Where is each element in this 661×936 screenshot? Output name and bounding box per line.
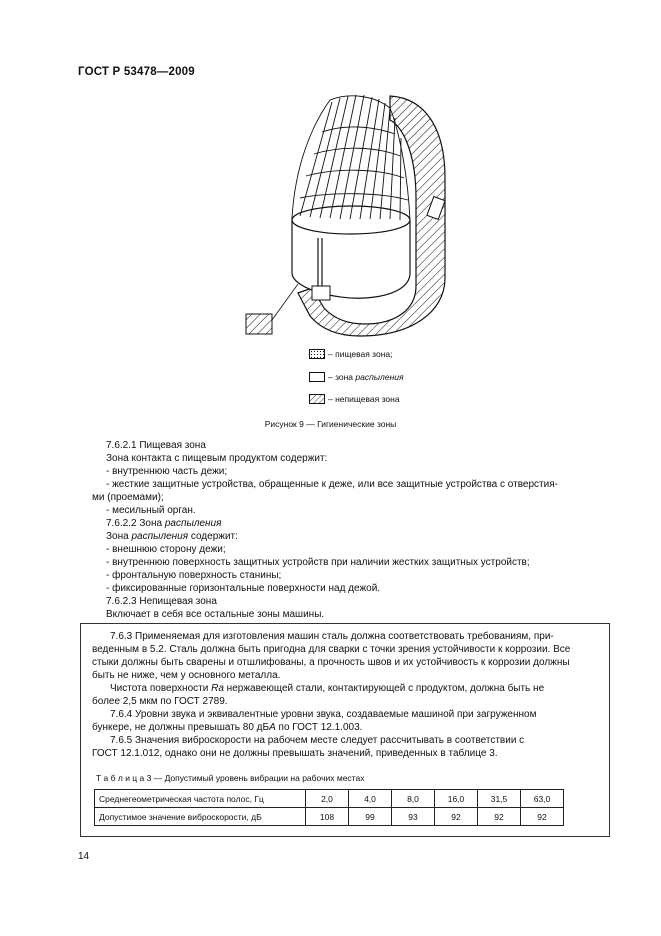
hatched-swatch-icon — [309, 394, 325, 404]
body-line: более 2,5 мкм по ГОСТ 2789. — [92, 696, 228, 707]
table-cell: 63,0 — [521, 790, 564, 808]
legend-spray-prefix: – зона — [328, 372, 356, 382]
table-cell: 31,5 — [478, 790, 521, 808]
legend-spray-zone — [309, 370, 404, 384]
list-item: - жесткие защитные устройства, обращенные к деже, или все защитные устройства с отверстия- — [106, 479, 558, 490]
page-number: 14 — [78, 851, 90, 862]
body-line: Включает в себя все остальные зоны машины. — [106, 609, 325, 620]
legend-spray-italic: распыления — [355, 372, 404, 382]
empty-swatch-icon — [309, 372, 325, 382]
section-7-6-2-2: 7.6.2.2 Зона распыления — [106, 518, 222, 529]
document-header: ГОСТ Р 53478—2009 — [78, 66, 195, 78]
section-7-6-5: 7.6.5 Значения виброскорости на рабочем месте следует рассчитывать в соответствии с — [110, 735, 525, 746]
table-cell: 4,0 — [349, 790, 392, 808]
table-cell: 16,0 — [435, 790, 478, 808]
table-cell: 92 — [435, 808, 478, 826]
table-cell: 8,0 — [392, 790, 435, 808]
body-line: Зона распыления содержит: — [106, 531, 238, 542]
table-cell: 93 — [392, 808, 435, 826]
table-cell: Среднегеометрическая частота полос, Гц — [95, 790, 306, 808]
list-item: - внутреннюю поверхность защитных устройств при наличии жестких защитных устройств; — [106, 557, 530, 568]
body-line: веденным в 5.2. Сталь должна быть пригодна для сварки с точки зрения устойчивости к коррозии. Все — [92, 644, 571, 655]
legend-nonfood-zone — [309, 392, 400, 406]
body-line: Чистота поверхности Ra нержавеющей стали, контактирующей с продуктом, должна быть не — [110, 683, 545, 694]
section-7-6-2-1: 7.6.2.1 Пищевая зона — [106, 440, 206, 451]
figure-caption: Рисунок 9 — Гигиенические зоны — [264, 419, 397, 429]
section-7-6-2-3: 7.6.2.3 Непищевая зона — [106, 596, 217, 607]
table-row — [95, 790, 564, 808]
body-line: ГОСТ 12.1.012, однако они не должны превышать значений, приведенных в таблице 3. — [92, 748, 498, 759]
table-caption: Т а б л и ц а 3 — Допустимый уровень вибрации на рабочих местах — [96, 773, 365, 783]
body-line: бункере, не должны превышать 80 дБА по ГОСТ 12.1.003. — [92, 722, 363, 733]
table-cell: 92 — [521, 808, 564, 826]
list-item: - внутреннюю часть дежи; — [106, 466, 228, 477]
section-7-6-3: 7.6.3 Применяемая для изготовления машин сталь должна соответствовать требованиям, при- — [110, 631, 554, 642]
body-line: Зона контакта с пищевым продуктом содержит: — [106, 453, 328, 464]
list-item: - фронтальную поверхность станины; — [106, 570, 282, 581]
list-item: - месильный орган. — [106, 505, 196, 516]
vibration-table — [94, 789, 564, 826]
section-7-6-4: 7.6.4 Уровни звука и эквивалентные уровни звука, создаваемые машиной при загруженном — [110, 709, 537, 720]
list-item: - внешнюю сторону дежи; — [106, 544, 226, 555]
table-cell: 108 — [306, 808, 349, 826]
legend-food-zone — [309, 347, 393, 361]
body-line: стыки должны быть сварены и отшлифованы, а прочность швов и их устойчивость к коррозии должны — [92, 657, 570, 668]
list-item: - фиксированные горизонтальные поверхности над дежой. — [106, 583, 381, 594]
legend-nonfood-label: – непищевая зона — [328, 394, 400, 404]
table-cell: 92 — [478, 808, 521, 826]
body-line: быть не ниже, чем у основного металла. — [92, 670, 281, 681]
dotted-swatch-icon — [309, 349, 325, 359]
table-cell: 2,0 — [306, 790, 349, 808]
table-row — [95, 808, 564, 826]
mixer-drawing — [240, 88, 460, 348]
body-line: ми (проемами); — [92, 492, 164, 503]
table-cell: 99 — [349, 808, 392, 826]
legend-food-label: – пищевая зона; — [328, 349, 393, 359]
table-cell: Допустимое значение виброскорости, дБ — [95, 808, 306, 826]
